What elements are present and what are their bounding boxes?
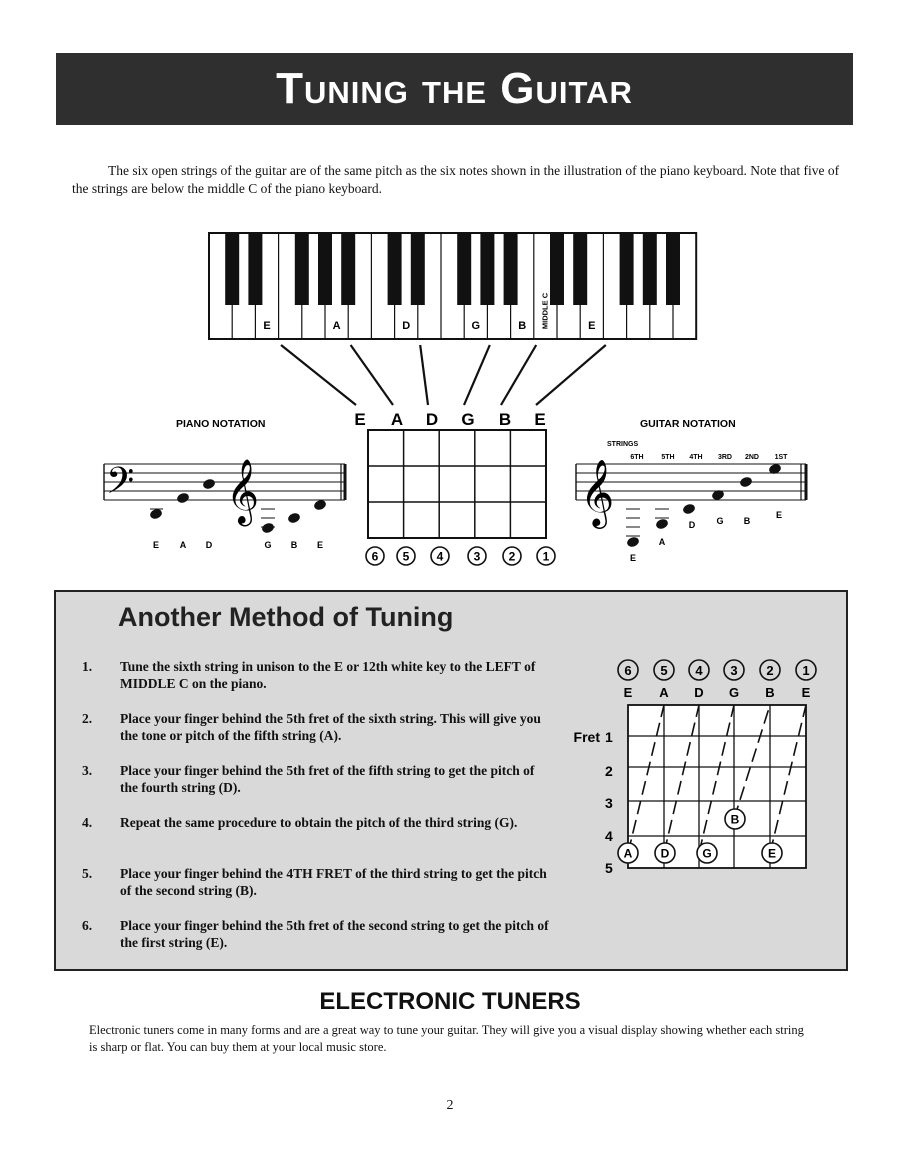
black-key (411, 233, 425, 305)
key-label: B (518, 320, 527, 332)
note-head (739, 476, 753, 489)
black-key (248, 233, 262, 305)
another-method-box (54, 590, 848, 971)
black-key (341, 233, 355, 305)
note-head (682, 503, 696, 516)
guitar-notation-title: GUITAR NOTATION (640, 418, 736, 430)
guitar-note-label: E (629, 553, 637, 563)
guitar-note-label: E (775, 510, 783, 520)
string-number: 5 (660, 663, 668, 678)
fretted-note-label: A (623, 846, 633, 861)
connector-line (464, 345, 490, 405)
string-number: 6 (371, 549, 379, 564)
fret-number: 4 (605, 828, 613, 844)
fretted-note-label: B (730, 812, 740, 827)
piano-staff (104, 459, 345, 550)
fret-number: 3 (605, 795, 613, 811)
string-number: 3 (730, 663, 738, 678)
key-label: E (588, 320, 596, 332)
step-text: Place your finger behind the 5th fret of the sixth string. This will give you the tone or pitch of the fifth string (A). (120, 711, 541, 743)
step-text: Place your finger behind the 4TH FRET of the third string to get the pitch of the second string (B). (120, 866, 547, 898)
connector-line (420, 345, 428, 405)
string-letter: G (728, 685, 740, 700)
string-letter: G (461, 410, 475, 429)
guitar-staff (576, 454, 806, 563)
step-text: Place your finger behind the 5th fret of the fifth string to get the pitch of the fourth string (D). (120, 763, 535, 795)
string-number: 6 (624, 663, 632, 678)
page-title: Tuning the Guitar (276, 64, 633, 113)
intro-paragraph: The six open strings of the guitar are of the same pitch as the six notes shown in the illustration of the piano keyboard. Note that five of the strings are below the middle C of the piano keyboard. (72, 163, 840, 196)
step-number: 6. (82, 918, 93, 933)
black-key (504, 233, 518, 305)
key-label: E (263, 320, 271, 332)
guitar-note-label: B (743, 516, 751, 526)
string-number: 4 (436, 549, 444, 564)
key-label: G (471, 320, 481, 332)
note-head (176, 492, 190, 505)
step-number: 4. (82, 815, 93, 830)
electronic-tuners-title: ELECTRONIC TUNERS (319, 988, 581, 1015)
step-number: 3. (82, 763, 93, 778)
connector-line (536, 345, 606, 405)
fret-diagram (54, 590, 848, 971)
bass-clef-icon: 𝄢 (106, 460, 135, 511)
step-text: Tune the sixth string in unison to the E or 12th white key to the LEFT of MIDDLE C on the piano. (120, 659, 536, 691)
string-letter: E (623, 685, 633, 700)
string-letter: A (390, 410, 404, 429)
connector-line (281, 345, 356, 405)
guitar-note-label: A (658, 537, 666, 547)
string-letter: A (659, 685, 669, 700)
step-text: Place your finger behind the 5th fret of the second string to get the pitch of the first string (E). (120, 918, 549, 950)
fretted-note-label: E (767, 846, 777, 861)
string-number: 1 (802, 663, 810, 678)
step-number: 2. (82, 711, 93, 726)
piano-note-label: A (179, 540, 187, 550)
black-key (550, 233, 564, 305)
piano-notation-title: PIANO NOTATION (176, 418, 266, 430)
fretted-note-label: G (702, 846, 712, 861)
black-key (573, 233, 587, 305)
method-title: Another Method of Tuning (118, 602, 454, 632)
black-key (480, 233, 494, 305)
black-key (620, 233, 634, 305)
string-letter: B (765, 685, 775, 700)
page-number: 2 (446, 1098, 454, 1113)
treble-clef-icon: 𝄞 (580, 458, 615, 526)
connector-line (501, 345, 536, 405)
strings-label: STRINGS (607, 441, 639, 448)
piano-note-label: E (152, 540, 160, 550)
fret-number: 1 (605, 729, 613, 745)
piano-note-label: G (264, 540, 272, 550)
string-number: 1 (542, 549, 550, 564)
connector-line (351, 345, 393, 405)
string-ordinal: 1ST (774, 454, 788, 461)
note-head (313, 499, 327, 512)
keyboard-illustration (0, 0, 900, 580)
string-letter: B (498, 410, 512, 429)
string-ordinal: 3RD (717, 454, 733, 461)
note-head (287, 512, 301, 525)
electronic-tuners-text: Electronic tuners come in many forms and are a great way to tune your guitar. They will give you a visual display showing whether each string is sharp or flat. You can buy them at your local music store. (89, 1023, 804, 1054)
string-number: 4 (695, 663, 703, 678)
fret-number: 5 (605, 860, 613, 876)
string-number: 2 (766, 663, 774, 678)
string-number: 3 (473, 549, 481, 564)
piano-note-label: B (290, 540, 298, 550)
middle-c-label: MIDDLE C (540, 292, 550, 330)
guitar-note-label: D (688, 520, 696, 530)
guitar-note-label: G (716, 516, 724, 526)
string-number: 5 (402, 549, 410, 564)
black-key (295, 233, 309, 305)
step-text: Repeat the same procedure to obtain the pitch of the third string (G). (120, 815, 518, 830)
string-ordinal: 2ND (744, 454, 760, 461)
fretted-note-label: D (660, 846, 670, 861)
open-strings-fretboard (368, 430, 546, 538)
black-key (225, 233, 239, 305)
note-head (626, 536, 640, 549)
string-ordinal: 4TH (689, 454, 703, 461)
key-label: D (402, 320, 411, 332)
string-number: 2 (508, 549, 516, 564)
black-key (388, 233, 402, 305)
piano-note-label: D (205, 540, 213, 550)
note-head (261, 522, 275, 535)
fretboard-frame (628, 705, 806, 868)
string-letter: E (354, 410, 366, 429)
piano-note-label: E (316, 540, 324, 550)
fretboard-frame (368, 430, 546, 538)
black-key (643, 233, 657, 305)
black-key (457, 233, 471, 305)
note-head (655, 518, 669, 531)
piano-keyboard (209, 233, 696, 339)
step-number: 1. (82, 659, 93, 674)
string-ordinal: 5TH (661, 454, 675, 461)
string-letter: E (801, 685, 811, 700)
string-letter: D (694, 685, 704, 700)
fret-label: Fret (573, 729, 600, 745)
note-head (149, 508, 163, 521)
key-label: A (332, 320, 341, 332)
string-letter: E (534, 410, 546, 429)
step-number: 5. (82, 866, 93, 881)
black-key (318, 233, 332, 305)
treble-clef-icon: 𝄞 (226, 459, 260, 524)
note-head (202, 478, 216, 491)
string-letter: D (425, 410, 439, 429)
black-key (666, 233, 680, 305)
string-ordinal: 6TH (630, 454, 644, 461)
fret-number: 2 (605, 763, 613, 779)
